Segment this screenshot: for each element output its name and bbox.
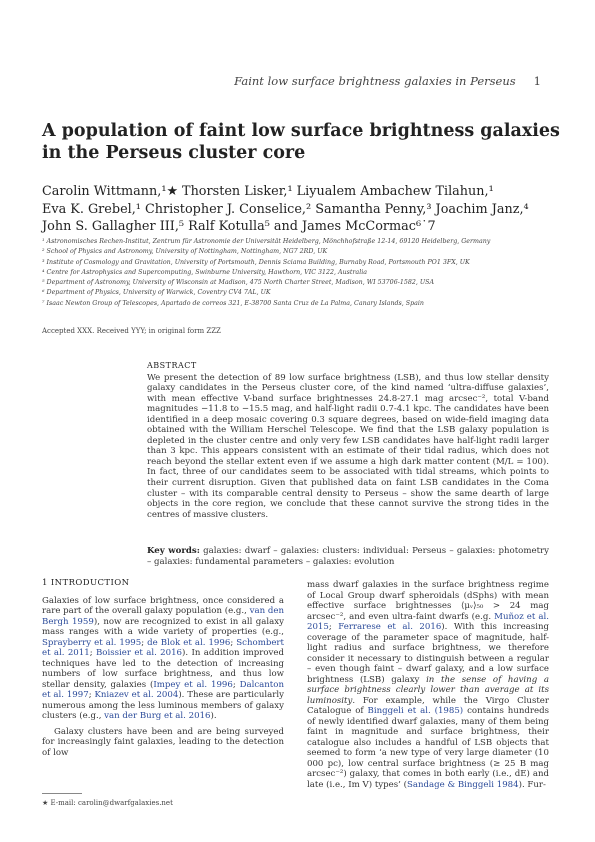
keywords [147,546,549,567]
intro-paragraph-continued: mass dwarf galaxies in the surface brightness regime of Local Group dwarf spheroidals (dSphs) with mean effective surface brightnesses ⟨μᵥ⟩₅₀ > 24 mag arcsec⁻², and even ultra-faint dwarfs (e.g. Muñoz et al. 2015; Ferrarese et al. 2016). With this increasing coverage of the parameter space of magnitude, half-light radius and surface brightness, we therefore consider it necessary to distinguish between a regular – even though faint – dwarf galaxy, and a low surface brightness (LSB) galaxy in the sense of having a surface brightness clearly lower than average at its luminosity. For example, while the Virgo Cluster Catalogue of Binggeli et al. (1985) contains hundreds of newly identified dwarf galaxies, many of them being faint in magnitude and surface brightness, their catalogue also includes a handful of LSB objects that seemed to form ‘a new type of very large diameter (10 000 pc), low central surface brightness (≥ 25 B mag arcsec⁻²) galaxy, that comes in both early (i.e., dE) and late (i.e., Im V) types’ (Sandage & Binggeli 1984). Fur- [307,580,550,790]
abstract-text: We present the detection of 89 low surface brightness (LSB), and thus low stellar density galaxy candidates in the Perseus cluster core, of the kind named ‘ultra-diffuse galaxies’, with mean effective V-band surface brightnesses 24.8-27.1 mag arcsec⁻², total V-band magnitudes −11.8 to −15.5 mag, and half-light radii 0.7-4.1 kpc. The candidates have been identified in a deep mosaic covering 0.3 square degrees, based on wide-field imaging data obtained with the William Herschel Telescope. We find that the LSB galaxy population is depleted in the cluster centre and only very few LSB candidates have half-light radii larger than 3 kpc. This appears consistent with an estimate of their tidal radius, which does not reach beyond the stellar extent even if we assume a high dark matter content (M/L = 100). In fact, three of our candidates seem to be associated with tidal streams, which points to their current disruption. Given that published data on faint LSB candidates in the Coma cluster – with its comparable central density to Perseus – show the same dearth of large objects in the core region, we conclude that these cannot survive the strong tides in the centres of massive clusters. [147,372,549,520]
right-column [307,580,549,790]
citation-link[interactable]: van der Burg et al. 2016 [104,711,211,721]
author-line: Eva K. Grebel,¹ Christopher J. Conselice,² Samantha Penny,³ Joachim Janz,⁴ [42,201,529,217]
footnote: ★ E-mail: carolin@dwarfgalaxies.net [42,799,173,807]
citation-link[interactable]: Binggeli et al. (1985) [367,706,464,716]
accepted-line: Accepted XXX. Received YYY; in original form ZZZ [42,327,221,335]
author-line: John S. Gallagher III,⁵ Ralf Kotulla⁵ and James McCormac⁶˙7 [42,219,436,234]
affiliation: ⁴ Centre for Astrophysics and Supercomputing, Swinburne University, Hawthorn, VIC 3122, Australia [42,268,367,276]
paper-title: A population of faint low surface brightness galaxies in the Perseus cluster core [42,121,560,163]
affiliation: ⁷ Isaac Newton Group of Telescopes, Apartado de correos 321, E-38700 Santa Cruz de La Palma, Canary Islands, Spain [42,299,424,307]
affiliations [42,237,562,309]
affiliation: ² School of Physics and Astronomy, University of Nottingham, Nottingham, NG7 2RD, UK [42,248,328,256]
citation-link[interactable]: Muñoz et al. 2015 [307,611,549,632]
affiliation: ³ Institute of Cosmology and Gravitation, University of Portsmouth, Dennis Sciama Building, Burnaby Road, Portsmouth PO1 3FX, UK [42,258,470,266]
citation-link[interactable]: van den Bergh 1959 [42,606,284,627]
page-number: 1 [533,74,541,88]
citation-link[interactable]: Boissier et al. 2016 [95,648,183,658]
author-list [42,183,562,236]
running-head [234,74,541,88]
keywords-label: Key words: [147,546,200,556]
citation-link[interactable]: de Blok et al. 1996 [147,637,231,648]
citation-link[interactable]: Sprayberry et al. 1995 [42,637,142,648]
citation-link[interactable]: Schombert et al. 2011 [42,637,284,658]
affiliation: ⁵ Department of Astronomy, University of Wisconsin at Madison, 475 North Charter Street, Madison, WI 53706-1582, USA [42,279,435,287]
citation-link[interactable]: Ferrarese et al. 2016 [338,622,442,632]
section-heading: 1 INTRODUCTION [42,578,130,588]
keywords-text: galaxies: dwarf – galaxies: clusters: individual: Perseus – galaxies: photometry – galaxies: fundamental parameters – galaxies: evolution [147,546,549,567]
intro-paragraph-2: Galaxy clusters have been and are being surveyed for increasingly faint galaxies, leading to the detection of low [42,726,284,758]
intro-paragraph-1: Galaxies of low surface brightness, once considered a rare part of the overall galaxy population (e.g., van den Bergh 1959), now are recognized to exist in all galaxy mass ranges with a wide variety of properties (e.g., Sprayberry et al. 1995; de Blok et al. 1996; Schombert et al. 2011; Boissier et al. 2016). In addition improved techniques have led to the detection of increasing numbers of low surface brightness, and thus low stellar density, galaxies (Impey et al. 1996; Dalcanton et al. 1997; Kniazev et al. 2004). These are particularly numerous among the less luminous members of galaxy clusters (e.g., van der Burg et al. 2016). [42,595,284,721]
abstract [147,361,549,520]
citation-link[interactable]: Sandage & Binggeli 1984 [406,779,519,790]
affiliation: ⁶ Department of Physics, University of Warwick, Coventry CV4 7AL, UK [42,289,271,297]
citation-link[interactable]: Dalcanton et al. 1997 [42,679,284,700]
author-line: Carolin Wittmann,¹★ Thorsten Lisker,¹ Liyualem Ambachew Tilahun,¹ [42,184,494,199]
left-column [42,578,284,758]
citation-link[interactable]: Impey et al. 1996 [153,679,233,690]
affiliation: ¹ Astronomisches Rechen-Institut, Zentrum für Astronomie der Universität Heidelberg, Mönchhofstraße 12-14, 69120 Heidelberg, Germany [42,238,491,245]
running-head-title: Faint low surface brightness galaxies in Perseus [234,74,516,88]
abstract-heading: ABSTRACT [147,361,197,370]
citation-link[interactable]: Kniazev et al. 2004 [94,690,179,700]
footnote-rule [42,793,82,794]
